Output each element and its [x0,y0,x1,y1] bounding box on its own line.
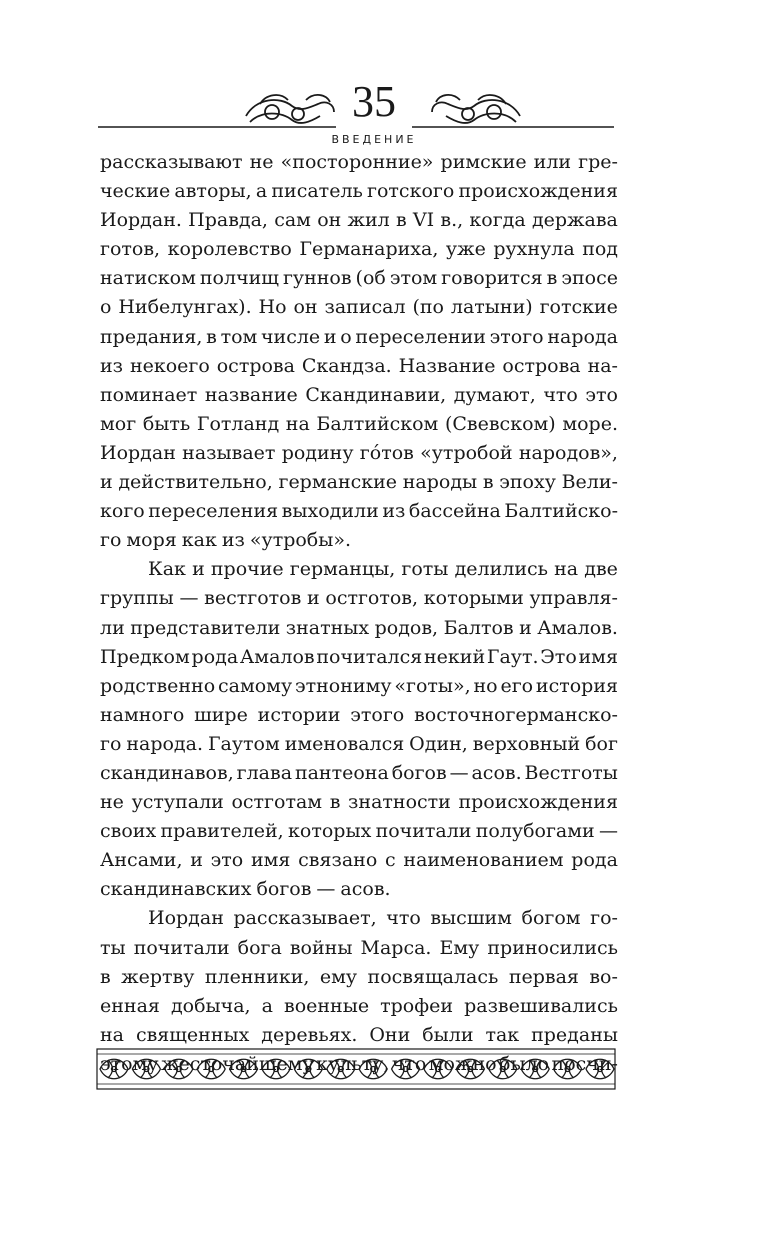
running-head: ВВЕДЕНИЕ [331,133,417,146]
text-line: Как и прочие германцы, готы делились на две [148,558,618,581]
text-line: рассказывают не «посторонние» римские или гре- [100,151,618,173]
text-line: Ансами, и это имя связано с наименованием рода [100,849,618,872]
text-line: своих правителей, которых почитали полубогами — [100,820,618,843]
text-line: скандинавов, глава пантеона богов — асов. Вестготы [100,761,618,784]
text-line: ли представители знатных родов, Балтов и Амалов. [100,616,618,639]
text-line: в жертву пленники, ему посвящалась первая во- [100,965,618,988]
text-line: кого переселения выходили из бассейна Балтийско- [100,500,618,523]
page-number: 35 [352,77,396,126]
text-line: на священных деревьях. Они были так преданы [100,1023,618,1046]
text-line: го моря как из «утробы». [100,529,352,552]
body-text [100,148,618,1079]
ornament-footer-icon [96,1048,616,1090]
text-line: Предком рода Амалов почитался некий Гаут. Это имя [100,645,618,668]
text-line: о Нибелунгах). Но он записал (по латыни) готские [100,296,618,319]
ornament-header-icon [0,0,768,150]
text-line: из некоего острова Скандза. Название острова на- [100,354,618,377]
text-line: не уступали остготам в знатности происхождения [100,791,618,814]
page-header [0,0,768,150]
text-line: и действительно, германские народы в эпоху Вели- [100,471,618,494]
text-line: готов, королевство Германариха, уже рухнула под [100,238,618,261]
text-line: предания, в том числе и о переселении этого народа [100,325,618,348]
text-line: Иордан называет родину гóтов «утробой народов», [100,441,618,464]
text-line: Иордан рассказывает, что высшим богом го- [148,907,618,930]
text-line: енная добыча, а военные трофеи развешивались [100,994,618,1017]
text-line: намного шире истории этого восточногерманско- [100,703,618,726]
text-line: этому жесточайшему культу, что можно было посчи- [100,1052,618,1075]
text-line: ческие авторы, а писатель готского происхождения [100,180,618,203]
text-line: скандинавских богов — асов. [100,878,391,901]
text-line: группы — вестготов и остготов, которыми управля- [100,587,618,610]
text-line: поминает название Скандинавии, думают, что это [100,383,618,406]
text-line: ты почитали бога войны Марса. Ему приносились [100,936,618,959]
text-line: мог быть Готланд на Балтийском (Свевском) море. [100,412,618,435]
text-line: Иордан. Правда, сам он жил в VI в., когда держава [100,209,618,232]
text-line: родственно самому этнониму «готы», но его история [100,674,618,697]
text-line: го народа. Гаутом именовался Один, верховный бог [100,732,618,755]
text-line: натиском полчищ гуннов (об этом говорится в эпосе [100,267,618,290]
